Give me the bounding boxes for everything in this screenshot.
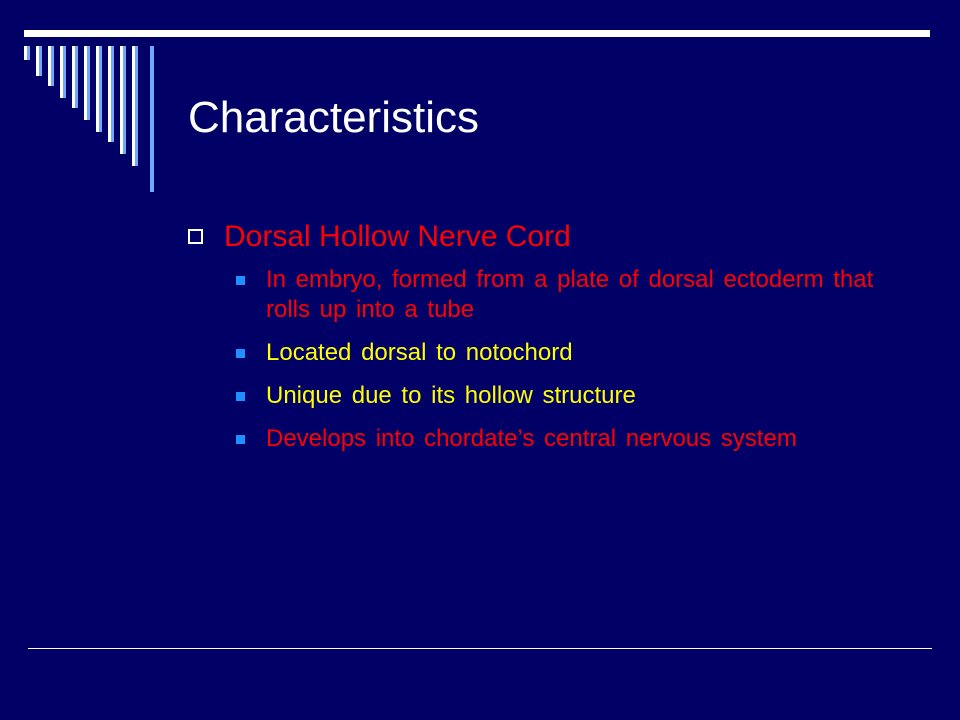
square-bullet-icon [236, 435, 245, 444]
bullet-item [186, 218, 876, 256]
sub-bullet-list [234, 265, 876, 454]
sub-bullet-text: Unique due to its hollow structure [266, 382, 636, 409]
sub-bullet-text: In embryo, formed from a plate of dorsal ectoderm that rolls up into a tube [266, 266, 874, 323]
square-bullet-icon [236, 392, 245, 401]
bottom-rule [28, 648, 932, 649]
bullet-list [186, 218, 876, 467]
square-bullet-icon [236, 276, 245, 285]
sub-bullet-item [234, 381, 876, 411]
sub-bullet-text: Located dorsal to notochord [266, 339, 573, 366]
bullet-text: Dorsal Hollow Nerve Cord [224, 220, 571, 253]
sub-bullet-text: Develops into chordate’s central nervous system [266, 425, 797, 452]
decorative-stripes [0, 0, 170, 200]
sub-bullet-item [234, 265, 876, 325]
slide-title: Characteristics [188, 93, 479, 142]
sub-bullet-item [234, 338, 876, 368]
hollow-square-bullet-icon [188, 229, 203, 244]
sub-bullet-item [234, 424, 876, 454]
square-bullet-icon [236, 349, 245, 358]
